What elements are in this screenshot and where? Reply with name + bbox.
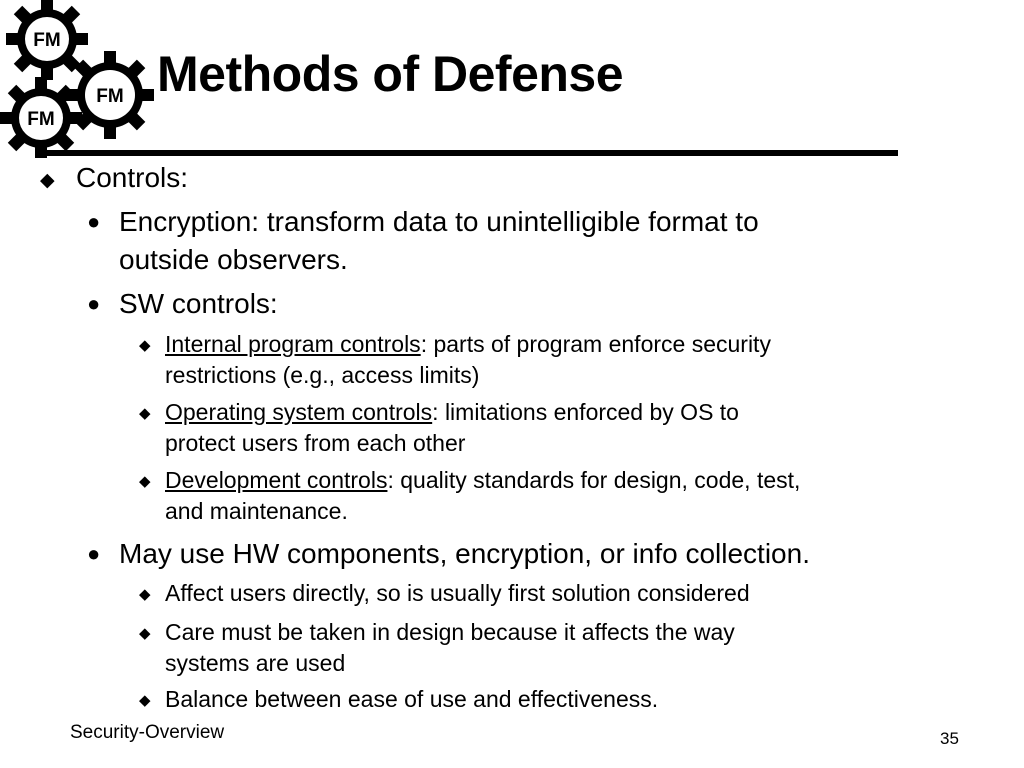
bullet-affect-users [139,578,965,609]
bullet-text: Controls: [76,162,189,193]
diamond-bullet-icon: ◆ [40,170,55,191]
bullet-text-line-2: restrictions (e.g., access limits) [165,362,480,388]
diamond-bullet-icon: ◆ [139,337,151,354]
disc-bullet-icon: ● [87,291,101,316]
bullet-text-line-2: systems are used [165,650,346,676]
diamond-bullet-icon: ◆ [139,625,151,642]
slide-title: Methods of Defense [157,46,624,102]
bullet-text: Affect users directly, so is usually first solution considered [165,580,750,606]
bullet-text-line-2: protect users from each other [165,430,466,456]
fm-gears-logo-icon [0,0,160,158]
footer-title: Security-Overview [70,722,225,743]
disc-bullet-icon: ● [87,541,101,566]
bullet-balance [139,684,965,715]
bullet-operating-system-controls [139,397,965,459]
title-divider [36,150,898,156]
diamond-bullet-icon: ◆ [139,473,151,490]
page-number: 35 [940,729,959,748]
diamond-bullet-icon: ◆ [139,405,151,422]
bullet-controls [40,161,189,195]
bullet-hw-components [87,535,969,573]
bullet-text-line-1: : parts of program enforce security [420,331,771,357]
bullet-text-line-1: : limitations enforced by OS to [432,399,739,425]
svg-text:FM: FM [33,30,61,51]
bullet-text-line-2: outside observers. [119,244,348,275]
bullet-internal-program-controls [139,329,965,391]
bullet-text-line-1: Encryption: transform data to unintelligible format to [119,206,759,237]
bullet-text-line-1: Care must be taken in design because it affects the way [165,619,735,645]
bullet-encryption [87,203,969,279]
svg-text:FM: FM [27,109,55,130]
disc-bullet-icon: ● [87,209,101,234]
term-internal-program-controls: Internal program controls [165,331,421,357]
bullet-care-in-design [139,617,965,679]
term-development-controls: Development controls [165,467,388,493]
svg-text:FM: FM [96,86,124,107]
bullet-text: SW controls: [119,288,278,319]
term-operating-system-controls: Operating system controls [165,399,433,425]
bullet-text: May use HW components, encryption, or info collection. [119,538,810,569]
bullet-text: Balance between ease of use and effectiveness. [165,686,659,712]
diamond-bullet-icon: ◆ [139,586,151,603]
bullet-text-line-1: : quality standards for design, code, test, [387,467,801,493]
diamond-bullet-icon: ◆ [139,692,151,709]
bullet-development-controls [139,465,965,527]
bullet-text-line-2: and maintenance. [165,498,348,524]
bullet-sw-controls [87,285,969,323]
